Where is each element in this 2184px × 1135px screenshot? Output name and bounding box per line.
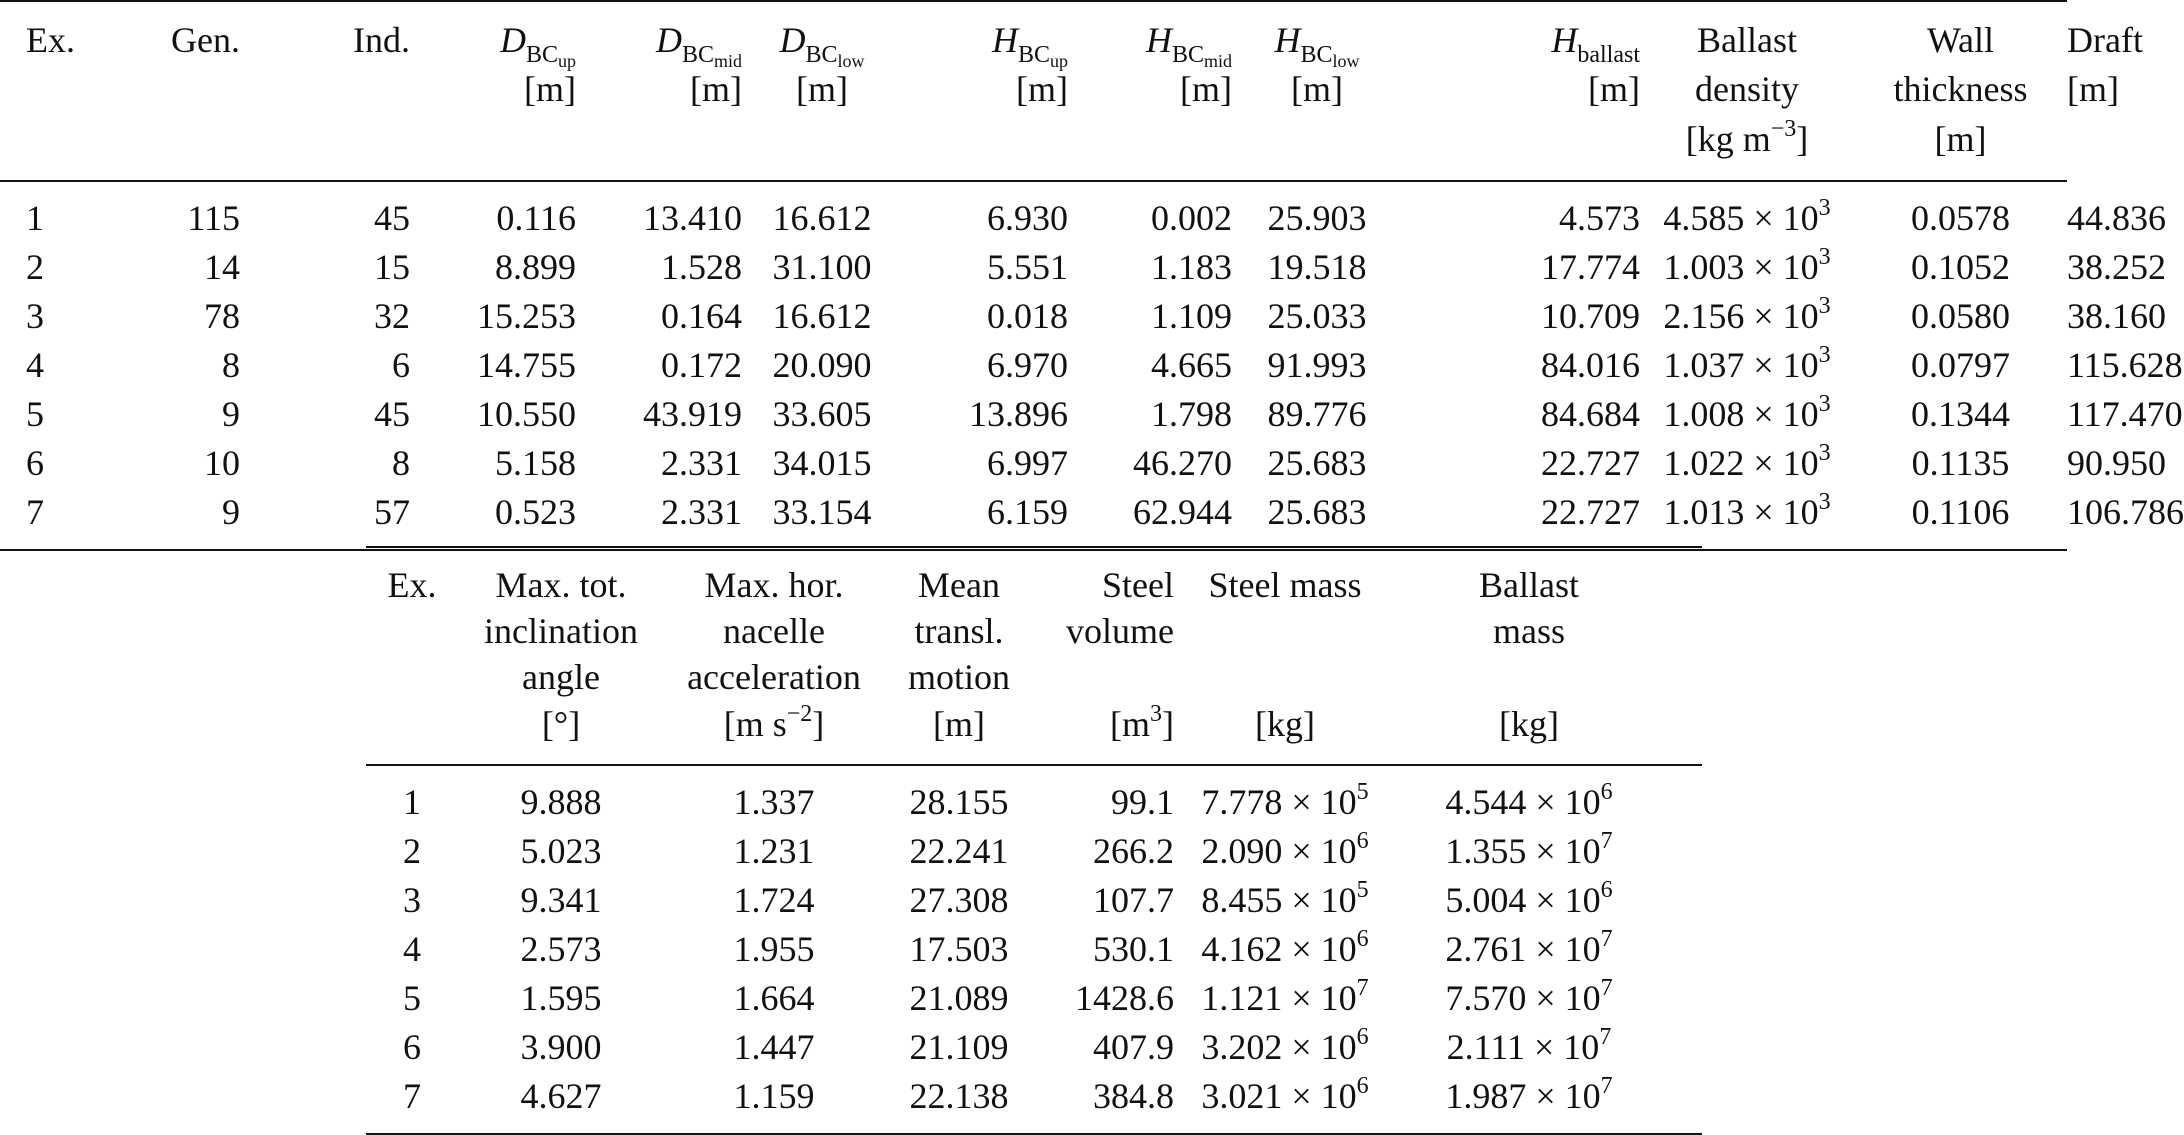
cell-ind: 6	[392, 345, 410, 385]
cell-d-bc-mid: 2.331	[576, 488, 742, 550]
table-row: 7 9 57 0.523 2.331 33.154 6.159 62.944 25.683 22.727 $1.013 \times 10^3$ 0.1106 106.786	[0, 488, 2067, 550]
cell-ballast-mass: $2.761 \times 10^7$	[1445, 926, 1613, 969]
cell-ex: 1	[403, 782, 421, 822]
cell-acceleration: 1.664	[733, 978, 815, 1018]
header-wall-thickness-line2: thickness	[1893, 69, 2028, 109]
cell-wall-thickness: 0.1052	[1911, 247, 2010, 287]
cell-ballast-density: $1.037 \times 10^3$	[1663, 342, 1831, 385]
spacer-cell	[0, 439, 26, 488]
table-row: 1 115 45 0.116 13.410 16.612 6.930 0.002 25.903 4.573 $4.585 \times 10^3$ 0.0578 44.836	[0, 181, 2067, 243]
table-row	[366, 974, 1702, 1023]
cell-steel-mass: $2.090 \times 10^6$	[1201, 828, 1369, 871]
cell-motion: 28.155	[909, 782, 1009, 822]
design-parameters-table: Ex. Gen. Ind. $D_{BC_{up}}$ $D_{BC_{mid}}$ $D_{BC_{low}}$ $H_{BC_{up}}$ $H_{BC_{mid}}$ $H_{BC_{low}}$ $H_{ballast}$ Ballast Wall Draft [m] [m] [m] [m] [m] [m] [m] density thickness [m] [kg $m^{-3}$] [m] 1 115 45 0.116 13.410 16.612 6.930 0.002 25.903 4.573 $4.585 \times 10^3$ 0.0578 44.836 2 14 15 8.899 1.528 31.100 5.551 1.183 19.518 17.774 $1.003 \times 10^3$ 0.1052 38.252 3 78 32 15.253 0.164 16.612 0.018 1.109 25.033 10.709 $2.156 \times 10^3$ 0.0580 38.160 4 8 6 14.755 0.172 20.090 6.970 4.665 91.993 84.016 $1.037 \times 10^3$ 0.0797 115.628 5 9 45 10.550 43.919 33.605 13.896 1.798 89.776 84.684 $1.008 \times 10^3$ 0.1344 117.470 6 10 8 5.158 2.331 34.015 6.997 46.270 25.683 22.727 $1.022 \times 10^3$ 0.1135 90.950 7 9 57 0.523 2.331 33.154 6.159 62.944 25.683 22.727 $1.013 \times 10^3$ 0.1106 106.786	[0, 0, 2067, 551]
cell-h-ballast: 22.727	[1541, 443, 1640, 483]
cell-h-bc-mid: 4.665	[1151, 345, 1232, 385]
cell-h-bc-low: 25.903	[1267, 198, 1367, 238]
table-row	[366, 876, 1702, 925]
cell-ex: 4	[403, 929, 421, 969]
header-ex: Ex.	[26, 1, 140, 64]
cell-h-bc-mid: 46.270	[1133, 443, 1232, 483]
header-d-bc-mid: $D_{BC_{mid}}$	[576, 1, 742, 64]
cell-steel-mass: $7.778 \times 10^5$	[1201, 779, 1369, 822]
cell-d-bc-low: 31.100	[772, 247, 872, 287]
cell-h-ballast: 4.573	[1559, 198, 1640, 238]
cell-h-bc-low: 89.776	[1267, 394, 1367, 434]
cell-ex: 7	[366, 1072, 458, 1134]
cell-motion: 27.308	[909, 880, 1009, 920]
cell-h-bc-up: 0.018	[987, 296, 1068, 336]
cell-motion: 22.241	[909, 831, 1009, 871]
header-h-bc-low: $H_{BC_{low}}$	[1232, 1, 1402, 64]
cell-ex: 2	[403, 831, 421, 871]
table-row	[366, 1072, 1702, 1134]
header-acceleration: Max. hor.	[664, 547, 884, 608]
performance-results-table	[366, 546, 1702, 1135]
cell-d-bc-up: 0.523	[410, 488, 576, 550]
cell-d-bc-low: 20.090	[772, 345, 872, 385]
cell-steel-mass: $4.162 \times 10^6$	[1201, 926, 1369, 969]
unit-motion: [m]	[884, 700, 1034, 765]
cell-motion: 17.503	[909, 929, 1009, 969]
spacer-cell	[0, 341, 26, 390]
cell-d-bc-mid: 43.919	[643, 394, 742, 434]
header-ballast-mass: Ballast	[1396, 547, 1702, 608]
cell-d-bc-up: 15.253	[477, 296, 576, 336]
cell-steel-volume: 107.7	[1093, 880, 1174, 920]
cell-d-bc-mid: 0.172	[661, 345, 742, 385]
cell-gen: 8	[222, 345, 240, 385]
cell-wall-thickness: 0.1106	[1854, 488, 2067, 550]
header-h-bc-up: $H_{BC_{up}}$	[902, 1, 1068, 64]
unit-ballast-density: [kg $m^{-3}$]	[1640, 114, 1854, 181]
table-row: 6 10 8 5.158 2.331 34.015 6.997 46.270 25.683 22.727 $1.022 \times 10^3$ 0.1135 90.950	[0, 439, 2067, 488]
cell-wall-thickness: 0.0578	[1911, 198, 2010, 238]
header-steel-volume-line2: volume	[1066, 611, 1174, 651]
cell-ex: 4	[26, 345, 44, 385]
cell-steel-volume: 99.1	[1111, 782, 1174, 822]
cell-acceleration: 1.159	[664, 1072, 884, 1134]
cell-wall-thickness: 0.1344	[1911, 394, 2010, 434]
cell-h-bc-mid: 0.002	[1151, 198, 1232, 238]
unit-acceleration: [m $s^{-2}$]	[664, 700, 884, 765]
cell-gen: 9	[222, 394, 240, 434]
cell-ind: 32	[374, 296, 410, 336]
spacer-cell	[0, 292, 26, 341]
cell-inclination: 3.900	[520, 1027, 602, 1067]
cell-acceleration: 1.447	[733, 1027, 815, 1067]
cell-ind: 57	[240, 488, 410, 550]
spacer-cell	[0, 488, 26, 550]
cell-wall-thickness: 0.0797	[1911, 345, 2010, 385]
cell-d-bc-mid: 0.164	[661, 296, 742, 336]
cell-d-bc-up: 8.899	[495, 247, 576, 287]
cell-ballast-mass: $1.355 \times 10^7$	[1445, 828, 1613, 871]
unit-h-bc-low: [m]	[1291, 69, 1343, 109]
header-ballast-density: Ballast	[1640, 1, 1854, 64]
header-wall-thickness: Wall	[1854, 1, 2067, 64]
cell-ind: 45	[374, 394, 410, 434]
header-motion-line2: transl.	[914, 611, 1004, 651]
cell-ballast-density: $1.008 \times 10^3$	[1663, 391, 1831, 434]
cell-inclination: 4.627	[458, 1072, 664, 1134]
unit-h-ballast: [m]	[1588, 69, 1640, 109]
header-motion: Mean	[884, 547, 1034, 608]
table-row: 3 78 32 15.253 0.164 16.612 0.018 1.109 25.033 10.709 $2.156 \times 10^3$ 0.0580 38.160	[0, 292, 2067, 341]
header-d-bc-low: $D_{BC_{low}}$	[742, 1, 902, 64]
cell-steel-volume: 407.9	[1093, 1027, 1174, 1067]
cell-ex: 6	[403, 1027, 421, 1067]
unit-steel-volume: $[m^3]$	[1034, 700, 1174, 765]
cell-steel-volume: 384.8	[1034, 1072, 1174, 1134]
cell-steel-volume: 530.1	[1093, 929, 1174, 969]
cell-ballast-mass: $2.111 \times 10^7$	[1446, 1024, 1612, 1067]
cell-d-bc-low: 16.612	[772, 296, 872, 336]
cell-ex: 5	[403, 978, 421, 1018]
cell-h-bc-up: 6.997	[987, 443, 1068, 483]
cell-d-bc-low: 33.154	[742, 488, 902, 550]
header-ind: Ind.	[240, 1, 410, 64]
cell-gen: 78	[204, 296, 240, 336]
cell-h-bc-low: 25.033	[1267, 296, 1367, 336]
unit-h-bc-up: [m]	[1016, 69, 1068, 109]
unit-d-bc-up: [m]	[524, 69, 576, 109]
cell-ballast-mass: $5.004 \times 10^6$	[1445, 877, 1613, 920]
header-steel-volume: Steel	[1034, 547, 1174, 608]
cell-h-ballast: 22.727	[1402, 488, 1640, 550]
unit-ballast-mass: [kg]	[1396, 700, 1702, 765]
cell-gen: 14	[204, 247, 240, 287]
cell-ballast-mass: $4.544 \times 10^6$	[1445, 779, 1613, 822]
cell-h-bc-low: 19.518	[1267, 247, 1367, 287]
header-ex-2: Ex.	[366, 547, 458, 608]
header-motion-line3: motion	[907, 657, 1010, 697]
table-row	[366, 1023, 1702, 1072]
cell-d-bc-low: 33.605	[772, 394, 872, 434]
table-row	[366, 925, 1702, 974]
design-parameters-body	[0, 181, 2184, 550]
cell-ballast-mass: $1.987 \times 10^7$	[1396, 1072, 1702, 1134]
cell-h-bc-mid: 1.109	[1151, 296, 1232, 336]
cell-steel-mass: $8.455 \times 10^5$	[1201, 877, 1369, 920]
cell-ballast-density: $1.013 \times 10^3$	[1640, 488, 1854, 550]
cell-steel-volume: 266.2	[1093, 831, 1174, 871]
cell-inclination: 9.888	[520, 782, 602, 822]
header-inclination-line2: inclination	[484, 611, 638, 651]
cell-acceleration: 1.955	[733, 929, 815, 969]
cell-inclination: 1.595	[520, 978, 602, 1018]
header-gen: Gen.	[140, 1, 240, 64]
cell-ballast-mass: $7.570 \times 10^7$	[1445, 975, 1613, 1018]
cell-h-bc-up: 6.930	[987, 198, 1068, 238]
cell-h-bc-up: 5.551	[987, 247, 1068, 287]
cell-d-bc-up: 5.158	[495, 443, 576, 483]
cell-acceleration: 1.231	[733, 831, 815, 871]
cell-gen: 115	[187, 198, 240, 238]
cell-steel-mass: $3.021 \times 10^6$	[1174, 1072, 1396, 1134]
header-ballast-density-line2: density	[1695, 69, 1799, 109]
cell-h-bc-mid: 62.944	[1068, 488, 1232, 550]
cell-h-ballast: 84.684	[1541, 394, 1640, 434]
cell-ballast-density: $4.585 \times 10^3$	[1663, 195, 1831, 238]
header-inclination-line3: angle	[522, 657, 600, 697]
unit-steel-mass: [kg]	[1174, 700, 1396, 765]
cell-ex: 3	[403, 880, 421, 920]
cell-ind: 45	[374, 198, 410, 238]
cell-gen: 9	[140, 488, 240, 550]
table-row: 2 14 15 8.899 1.528 31.100 5.551 1.183 19.518 17.774 $1.003 \times 10^3$ 0.1052 38.252	[0, 243, 2067, 292]
cell-d-bc-mid: 13.410	[643, 198, 742, 238]
header-ballast-mass-line2: mass	[1493, 611, 1565, 651]
cell-ind: 15	[374, 247, 410, 287]
unit-h-bc-mid: [m]	[1180, 69, 1232, 109]
table-row: 5 9 45 10.550 43.919 33.605 13.896 1.798 89.776 84.684 $1.008 \times 10^3$ 0.1344 117.470	[0, 390, 2067, 439]
header-inclination: Max. tot.	[458, 547, 664, 608]
cell-h-bc-up: 6.159	[902, 488, 1068, 550]
cell-ex: 3	[26, 296, 44, 336]
spacer-cell	[0, 390, 26, 439]
cell-h-bc-low: 25.683	[1267, 443, 1367, 483]
table-row	[366, 765, 1702, 827]
cell-inclination: 2.573	[520, 929, 602, 969]
header-steel-mass: Steel mass	[1174, 547, 1396, 608]
cell-motion: 22.138	[884, 1072, 1034, 1134]
cell-ballast-density: $1.022 \times 10^3$	[1663, 440, 1831, 483]
cell-wall-thickness: 0.1135	[1911, 443, 2010, 483]
cell-ex: 6	[26, 443, 44, 483]
unit-wall-thickness: [m]	[1854, 114, 2067, 181]
cell-acceleration: 1.724	[733, 880, 815, 920]
cell-steel-volume: 1428.6	[1075, 978, 1174, 1018]
cell-d-bc-up: 14.755	[477, 345, 576, 385]
table-row: 4 8 6 14.755 0.172 20.090 6.970 4.665 91.993 84.016 $1.037 \times 10^3$ 0.0797 115.628	[0, 341, 2067, 390]
cell-ballast-density: $2.156 \times 10^3$	[1663, 293, 1831, 336]
cell-ex: 2	[26, 247, 44, 287]
unit-inclination: [°]	[458, 700, 664, 765]
cell-inclination: 9.341	[520, 880, 602, 920]
cell-inclination: 5.023	[520, 831, 602, 871]
cell-steel-mass: $1.121 \times 10^7$	[1201, 975, 1369, 1018]
table-row	[366, 827, 1702, 876]
cell-wall-thickness: 0.0580	[1911, 296, 2010, 336]
cell-h-bc-low: 25.683	[1232, 488, 1402, 550]
unit-d-bc-low: [m]	[796, 69, 848, 109]
cell-ballast-density: $1.003 \times 10^3$	[1663, 244, 1831, 287]
header-h-ballast: $H_{ballast}$	[1402, 1, 1640, 64]
cell-steel-mass: $3.202 \times 10^6$	[1201, 1024, 1369, 1067]
cell-ex: 5	[26, 394, 44, 434]
cell-h-bc-mid: 1.798	[1151, 394, 1232, 434]
cell-h-bc-mid: 1.183	[1151, 247, 1232, 287]
cell-d-bc-up: 10.550	[477, 394, 576, 434]
cell-h-bc-low: 91.993	[1267, 345, 1367, 385]
cell-h-bc-up: 6.970	[987, 345, 1068, 385]
header-acceleration-line3: acceleration	[687, 657, 861, 697]
spacer-cell	[0, 243, 26, 292]
cell-acceleration: 1.337	[733, 782, 815, 822]
unit-d-bc-mid: [m]	[690, 69, 742, 109]
cell-ex: 1	[26, 198, 44, 238]
cell-gen: 10	[204, 443, 240, 483]
header-acceleration-line2: nacelle	[723, 611, 825, 651]
performance-results-body	[366, 765, 1702, 1134]
cell-h-ballast: 17.774	[1541, 247, 1640, 287]
cell-h-ballast: 84.016	[1541, 345, 1640, 385]
cell-motion: 21.109	[909, 1027, 1009, 1067]
cell-d-bc-mid: 2.331	[661, 443, 742, 483]
header-d-bc-up: $D_{BC_{up}}$	[410, 1, 576, 64]
header-h-bc-mid: $H_{BC_{mid}}$	[1068, 1, 1232, 64]
cell-d-bc-low: 16.612	[772, 198, 872, 238]
cell-ex: 7	[26, 488, 140, 550]
cell-motion: 21.089	[909, 978, 1009, 1018]
cell-h-ballast: 10.709	[1541, 296, 1640, 336]
spacer-cell	[0, 181, 26, 243]
cell-d-bc-up: 0.116	[496, 198, 576, 238]
cell-d-bc-mid: 1.528	[661, 247, 742, 287]
cell-ind: 8	[392, 443, 410, 483]
cell-d-bc-low: 34.015	[772, 443, 872, 483]
cell-h-bc-up: 13.896	[969, 394, 1068, 434]
